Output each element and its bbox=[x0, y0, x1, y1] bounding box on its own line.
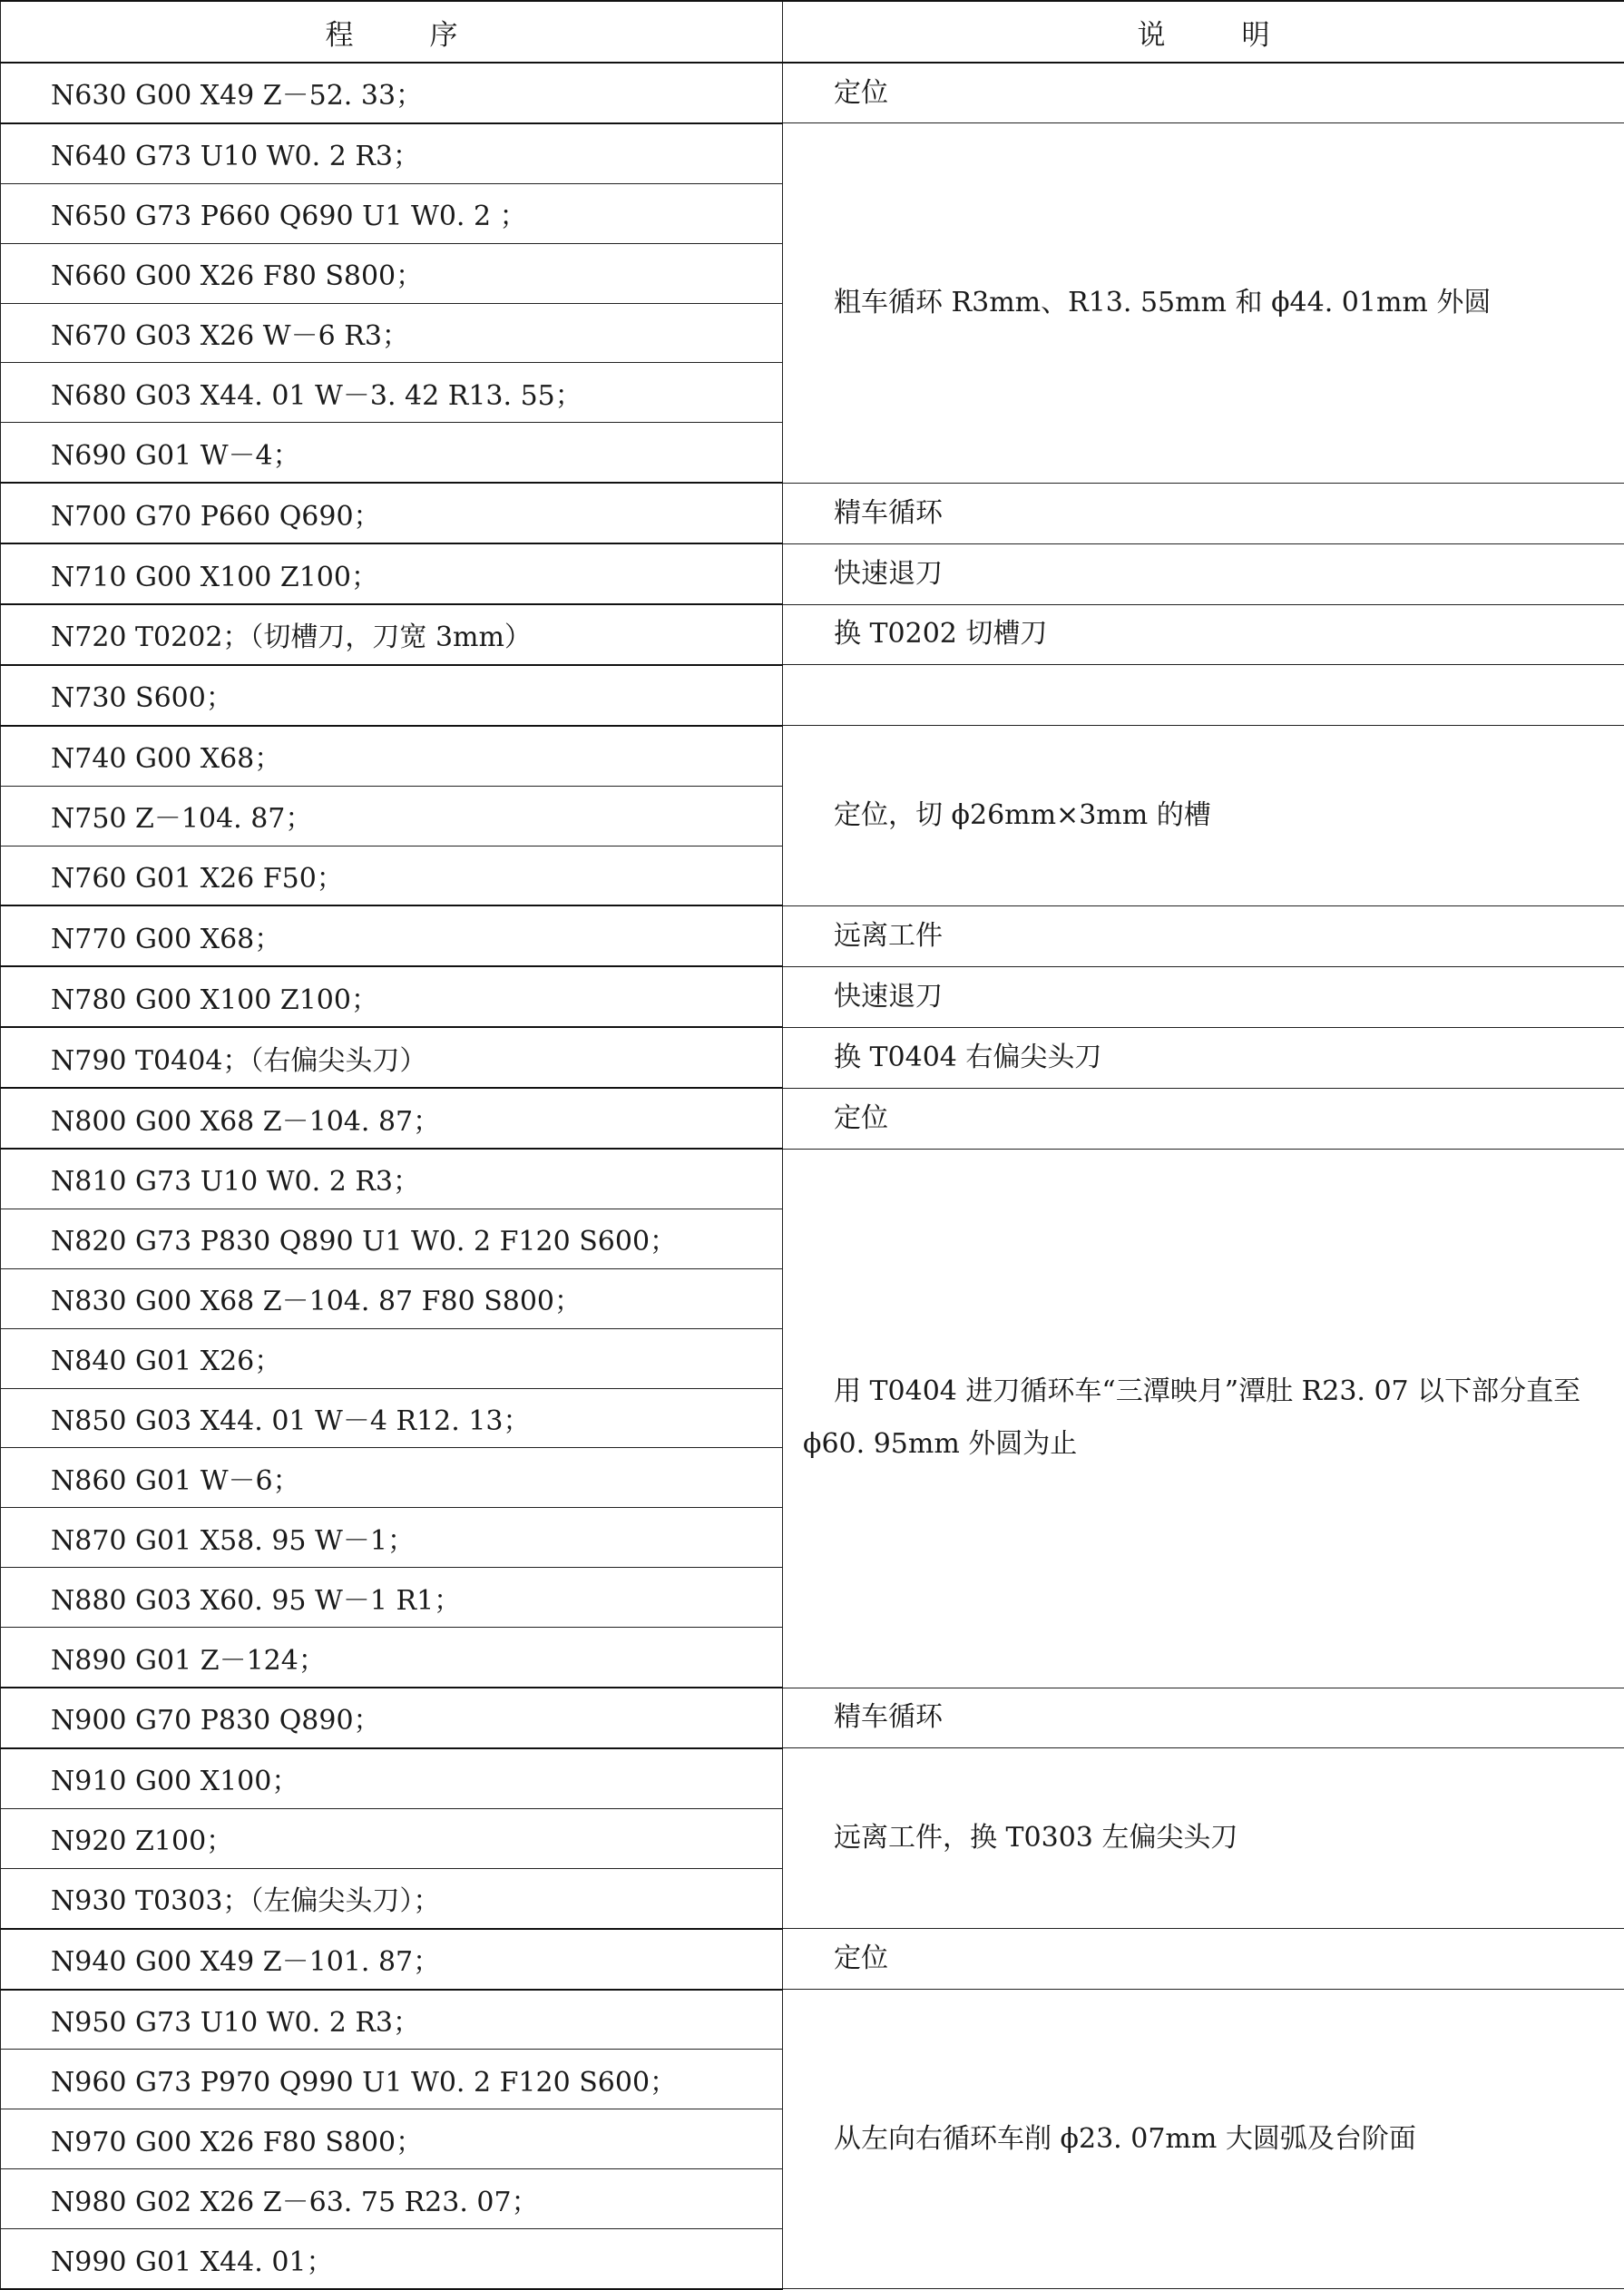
description-column-header: 说 明 bbox=[783, 1, 1624, 63]
table-row bbox=[1, 966, 1624, 1027]
table-header-row bbox=[1, 1, 1624, 63]
program-code-cell: N720 T0202；（切槽刀，刀宽 3mm） bbox=[1, 604, 783, 665]
table-row bbox=[1, 63, 1624, 123]
program-code-cell: N870 G01 X58. 95 W－1； bbox=[1, 1508, 783, 1568]
description-cell: 远离工件，换 T0303 左偏尖头刀 bbox=[783, 1748, 1624, 1929]
program-code-cell: N930 T0303；（左偏尖头刀）； bbox=[1, 1868, 783, 1928]
program-code-cell: N680 G03 X44. 01 W－3. 42 R13. 55； bbox=[1, 363, 783, 423]
program-code-cell: N970 G00 X26 F80 S800； bbox=[1, 2109, 783, 2169]
program-code-cell: N700 G70 P660 Q690； bbox=[1, 483, 783, 543]
program-code-cell: N750 Z－104. 87； bbox=[1, 786, 783, 846]
program-code-cell: N990 G01 X44. 01； bbox=[1, 2229, 783, 2289]
program-code-cell: N790 T0404；（右偏尖头刀） bbox=[1, 1027, 783, 1088]
table-row bbox=[1, 543, 1624, 604]
program-code-cell: N640 G73 U10 W0. 2 R3； bbox=[1, 123, 783, 183]
table-row bbox=[1, 483, 1624, 543]
program-code-cell: N710 G00 X100 Z100； bbox=[1, 543, 783, 604]
description-cell: 快速退刀 bbox=[783, 966, 1624, 1027]
description-cell: 定位 bbox=[783, 63, 1624, 123]
table-row bbox=[1, 1990, 1624, 2050]
table-row bbox=[1, 1027, 1624, 1088]
table-row bbox=[1, 665, 1624, 726]
program-code-cell: N760 G01 X26 F50； bbox=[1, 846, 783, 905]
program-code-cell: N690 G01 W－4； bbox=[1, 423, 783, 483]
program-code-cell: N630 G00 X49 Z－52. 33； bbox=[1, 63, 783, 123]
program-code-cell: N660 G00 X26 F80 S800； bbox=[1, 243, 783, 303]
table-row bbox=[1, 1929, 1624, 1990]
program-code-cell: N740 G00 X68； bbox=[1, 726, 783, 786]
program-code-cell: N880 G03 X60. 95 W－1 R1； bbox=[1, 1568, 783, 1628]
program-code-cell: N800 G00 X68 Z－104. 87； bbox=[1, 1088, 783, 1149]
description-cell: 远离工件 bbox=[783, 905, 1624, 966]
program-code-cell: N950 G73 U10 W0. 2 R3； bbox=[1, 1990, 783, 2050]
description-cell bbox=[783, 665, 1624, 726]
description-cell: 用 T0404 进刀循环车“三潭映月”潭肚 R23. 07 以下部分直至 ϕ60. 95mm 外圆为止 bbox=[783, 1149, 1624, 1688]
program-code-cell: N840 G01 X26； bbox=[1, 1328, 783, 1388]
description-cell: 换 T0202 切槽刀 bbox=[783, 604, 1624, 665]
table-row bbox=[1, 1748, 1624, 1808]
table-row bbox=[1, 1149, 1624, 1209]
program-code-cell: N850 G03 X44. 01 W－4 R12. 13； bbox=[1, 1388, 783, 1448]
program-column-header: 程 序 bbox=[1, 1, 783, 63]
program-code-cell: N910 G00 X100； bbox=[1, 1748, 783, 1808]
table-row bbox=[1, 123, 1624, 183]
program-code-cell: N900 G70 P830 Q890； bbox=[1, 1688, 783, 1748]
description-cell: 定位，切 ϕ26mm×3mm 的槽 bbox=[783, 726, 1624, 906]
program-code-cell: N820 G73 P830 Q890 U1 W0. 2 F120 S600； bbox=[1, 1209, 783, 1268]
description-cell: 换 T0404 右偏尖头刀 bbox=[783, 1027, 1624, 1088]
program-code-cell: N980 G02 X26 Z－63. 75 R23. 07； bbox=[1, 2169, 783, 2229]
description-cell: 定位 bbox=[783, 1088, 1624, 1149]
program-code-cell: N960 G73 P970 Q990 U1 W0. 2 F120 S600； bbox=[1, 2050, 783, 2109]
program-code-cell: N770 G00 X68； bbox=[1, 905, 783, 966]
table-row bbox=[1, 1688, 1624, 1748]
program-code-cell: N780 G00 X100 Z100； bbox=[1, 966, 783, 1027]
program-code-cell: N830 G00 X68 Z－104. 87 F80 S800； bbox=[1, 1268, 783, 1328]
description-cell: 快速退刀 bbox=[783, 543, 1624, 604]
program-code-cell: N730 S600； bbox=[1, 665, 783, 726]
program-code-cell: N940 G00 X49 Z－101. 87； bbox=[1, 1929, 783, 1990]
description-cell: 定位 bbox=[783, 1929, 1624, 1990]
table-row bbox=[1, 905, 1624, 966]
description-cell: 从左向右循环车削 ϕ23. 07mm 大圆弧及台阶面 bbox=[783, 1990, 1624, 2289]
description-cell: 粗车循环 R3mm、R13. 55mm 和 ϕ44. 01mm 外圆 bbox=[783, 123, 1624, 483]
program-code-cell: N890 G01 Z－124； bbox=[1, 1628, 783, 1688]
table-row bbox=[1, 1088, 1624, 1149]
program-code-cell: N670 G03 X26 W－6 R3； bbox=[1, 303, 783, 363]
program-code-cell: N920 Z100； bbox=[1, 1808, 783, 1868]
table-row bbox=[1, 726, 1624, 786]
program-code-cell: N810 G73 U10 W0. 2 R3； bbox=[1, 1149, 783, 1209]
description-cell: 精车循环 bbox=[783, 483, 1624, 543]
program-code-cell: N860 G01 W－6； bbox=[1, 1448, 783, 1508]
program-code-cell: N650 G73 P660 Q690 U1 W0. 2 ； bbox=[1, 183, 783, 243]
description-cell: 精车循环 bbox=[783, 1688, 1624, 1748]
table-row bbox=[1, 604, 1624, 665]
program-table-body bbox=[1, 63, 1624, 2289]
